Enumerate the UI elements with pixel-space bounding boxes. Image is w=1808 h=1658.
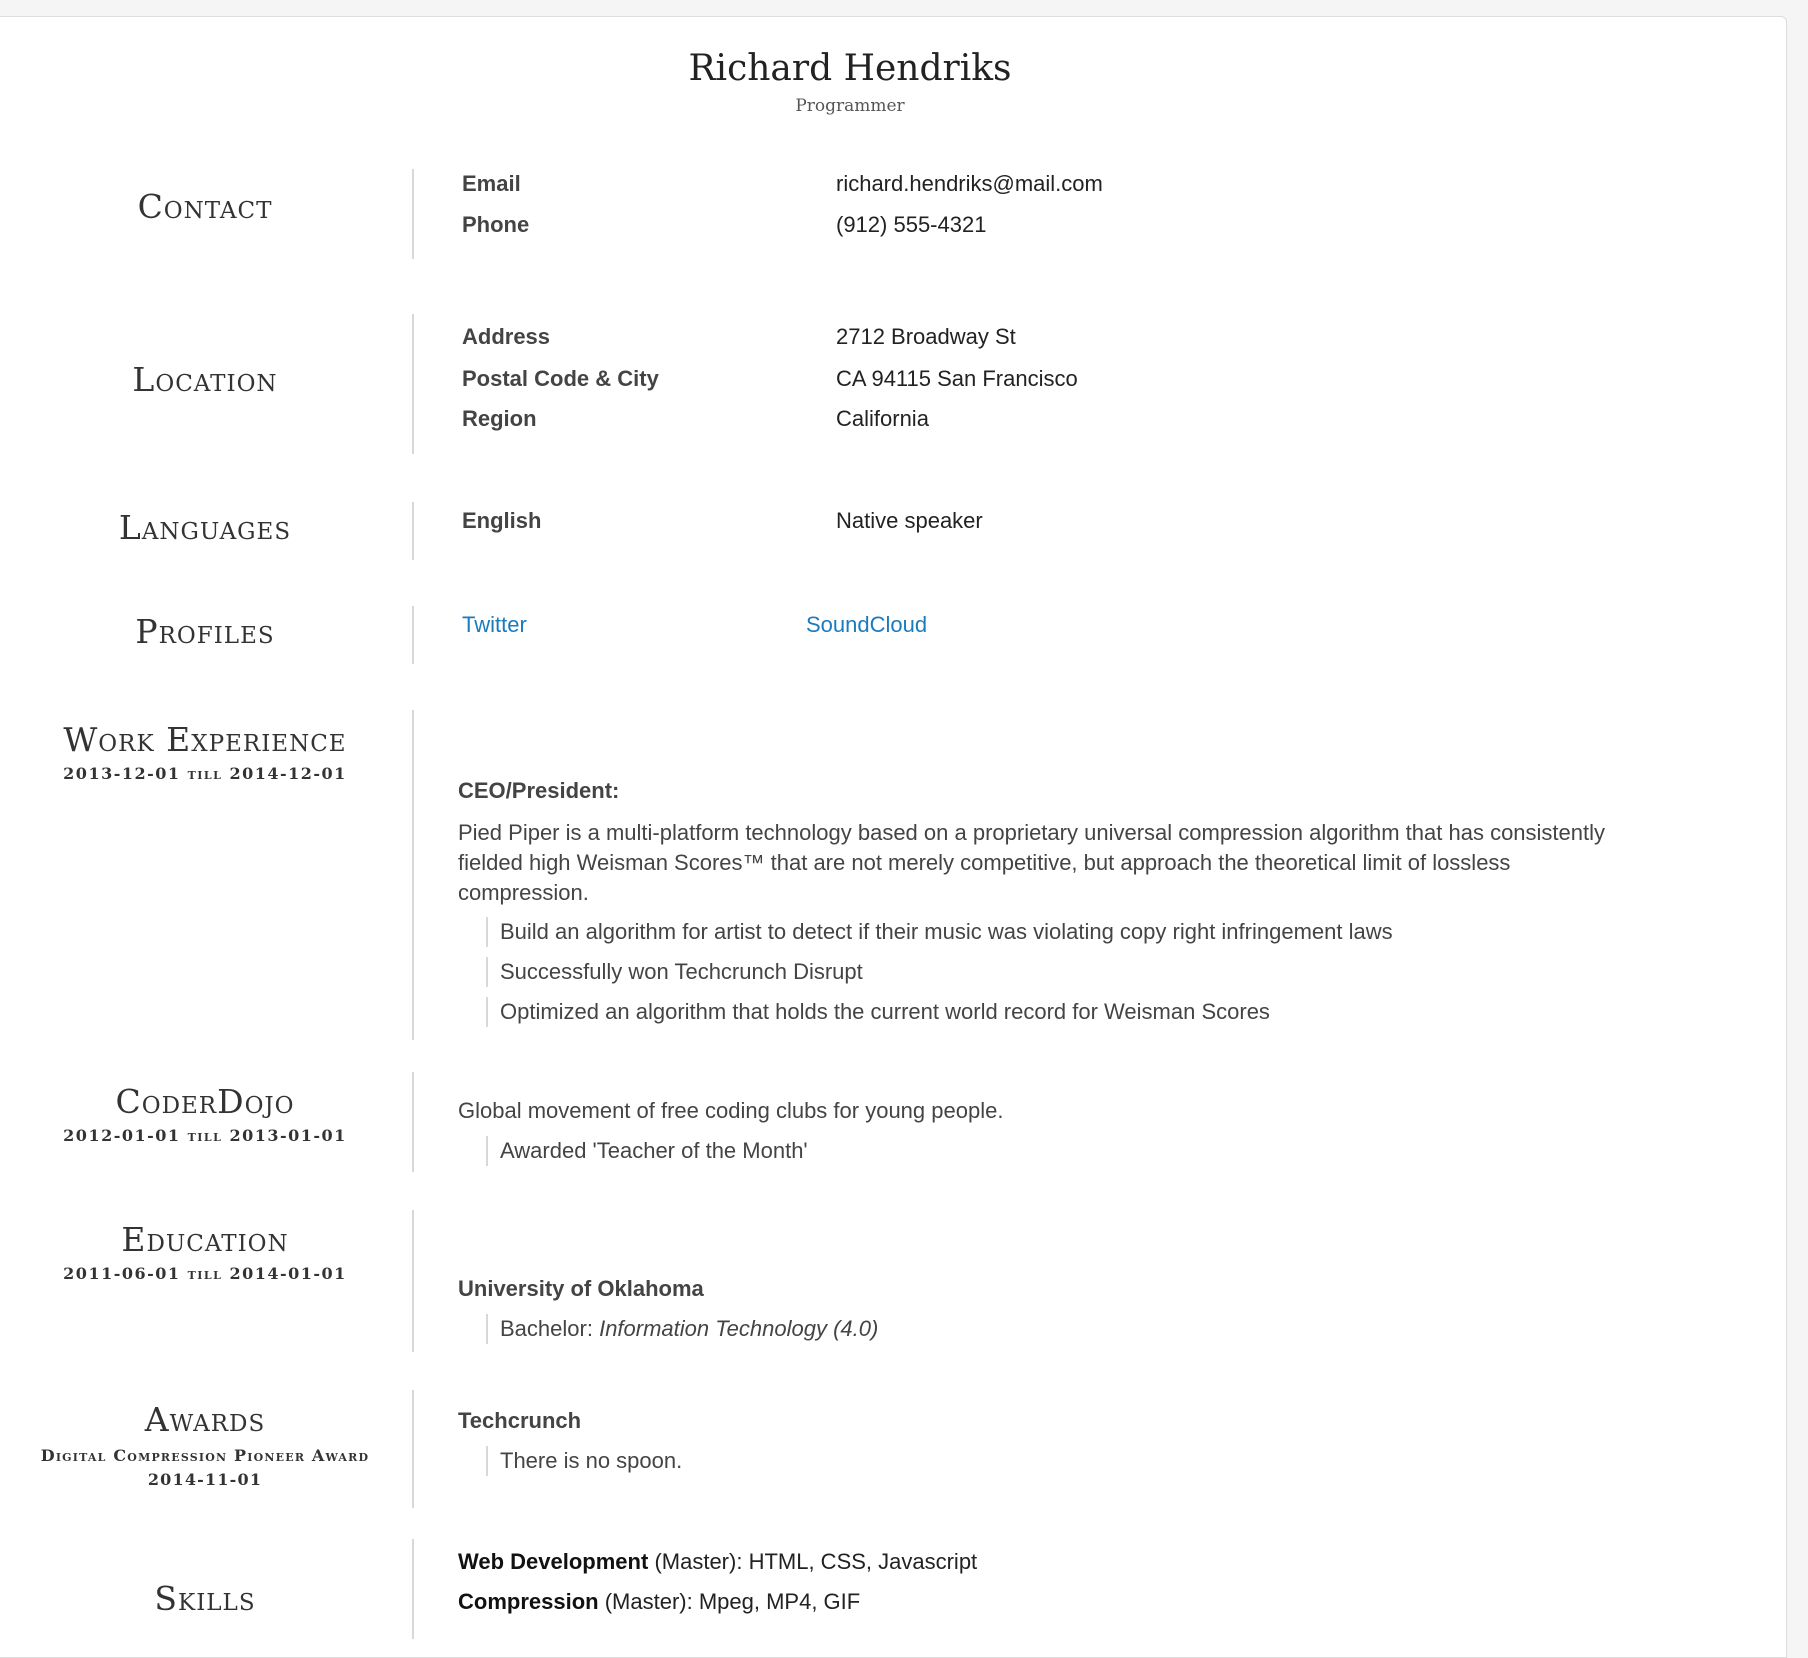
person-name: Richard Hendriks xyxy=(688,48,1012,89)
section-title-volunteer: CoderDojo xyxy=(115,1082,295,1121)
section-title-contact: Contact xyxy=(137,187,273,226)
section-divider xyxy=(412,606,414,664)
resume-header xyxy=(0,47,1700,116)
languages-section xyxy=(0,502,1786,560)
skill-name: Compression xyxy=(458,1589,599,1614)
volunteer-highlight: Awarded 'Teacher of the Month' xyxy=(486,1136,808,1166)
location-value: California xyxy=(836,406,929,431)
section-divider xyxy=(412,1539,414,1639)
section-title-skills: Skills xyxy=(154,1579,256,1618)
education-section xyxy=(0,1210,1786,1352)
location-section xyxy=(0,314,1786,454)
section-title-awards: Awards xyxy=(144,1400,266,1439)
section-divider xyxy=(412,1210,414,1352)
language-fluency: Native speaker xyxy=(836,508,983,533)
section-divider xyxy=(412,314,414,454)
skill-name: Web Development xyxy=(458,1549,649,1574)
section-divider xyxy=(412,710,414,1040)
volunteer-section xyxy=(0,1072,1786,1172)
profiles-section xyxy=(0,606,1786,664)
contact-section xyxy=(0,169,1786,259)
degree-label: Bachelor: xyxy=(500,1316,593,1341)
location-key: Postal Code & City xyxy=(462,366,659,391)
award-awarder: Techcrunch xyxy=(458,1408,582,1433)
skill-keywords: HTML, CSS, Javascript xyxy=(748,1549,978,1574)
skill-keywords: Mpeg, MP4, GIF xyxy=(698,1589,861,1614)
section-divider xyxy=(412,169,414,259)
skill-level: (Master): xyxy=(604,1589,693,1614)
work-section xyxy=(0,710,1786,1040)
resume-sheet xyxy=(0,16,1787,1658)
location-key: Region xyxy=(462,406,537,431)
location-value: CA 94115 San Francisco xyxy=(836,366,1078,391)
location-key: Address xyxy=(462,324,551,349)
section-divider xyxy=(412,1072,414,1172)
section-divider xyxy=(412,502,414,560)
work-position: CEO/President: xyxy=(458,778,620,803)
volunteer-summary: Global movement of free coding clubs for young people. xyxy=(458,1098,1004,1123)
work-highlight: Successfully won Techcrunch Disrupt xyxy=(486,957,863,987)
skills-section xyxy=(0,1539,1786,1639)
profile-link-soundcloud[interactable]: SoundCloud xyxy=(806,612,928,637)
work-highlight: Build an algorithm for artist to detect if their music was violating copy right infringement laws xyxy=(486,917,1393,947)
education-institution: University of Oklahoma xyxy=(458,1276,704,1301)
section-title-location: Location xyxy=(132,360,278,399)
skill-level: (Master): xyxy=(654,1549,743,1574)
contact-key: Phone xyxy=(462,212,530,237)
work-summary: Pied Piper is a multi-platform technology based on a proprietary universal compression algorithm that has consistently fielded high Weisman Scores™ that are not merely competitive, but approach the theoretical limit of lossless compression. xyxy=(458,820,1606,905)
contact-key: Email xyxy=(462,171,521,196)
awards-section xyxy=(0,1390,1786,1508)
language-name: English xyxy=(462,508,542,533)
education-degree xyxy=(486,1314,878,1344)
profile-link-twitter[interactable]: Twitter xyxy=(462,612,527,637)
award-summary: There is no spoon. xyxy=(486,1446,682,1476)
degree-detail: Information Technology (4.0) xyxy=(599,1316,879,1341)
email-value[interactable]: richard.hendriks@mail.com xyxy=(836,171,1103,196)
skill-item xyxy=(458,1549,977,1575)
award-date: 2014-11-01 xyxy=(147,1469,263,1489)
education-date-range: 2011-06-01 till 2014-01-01 xyxy=(63,1263,347,1283)
volunteer-date-range: 2012-01-01 till 2013-01-01 xyxy=(63,1125,347,1145)
person-role: Programmer xyxy=(795,96,905,117)
section-title-education: Education xyxy=(121,1220,289,1259)
location-value: 2712 Broadway St xyxy=(836,324,1016,349)
section-divider xyxy=(412,1390,414,1508)
award-name: Digital Compression Pioneer Award xyxy=(40,1445,370,1465)
skill-item xyxy=(458,1589,860,1615)
work-highlight: Optimized an algorithm that holds the current world record for Weisman Scores xyxy=(486,997,1270,1027)
section-title-work: Work Experience xyxy=(63,720,347,759)
work-date-range: 2013-12-01 till 2014-12-01 xyxy=(63,763,347,783)
phone-value[interactable]: (912) 555-4321 xyxy=(836,212,987,237)
section-title-profiles: Profiles xyxy=(135,612,275,651)
section-title-languages: Languages xyxy=(118,508,292,547)
